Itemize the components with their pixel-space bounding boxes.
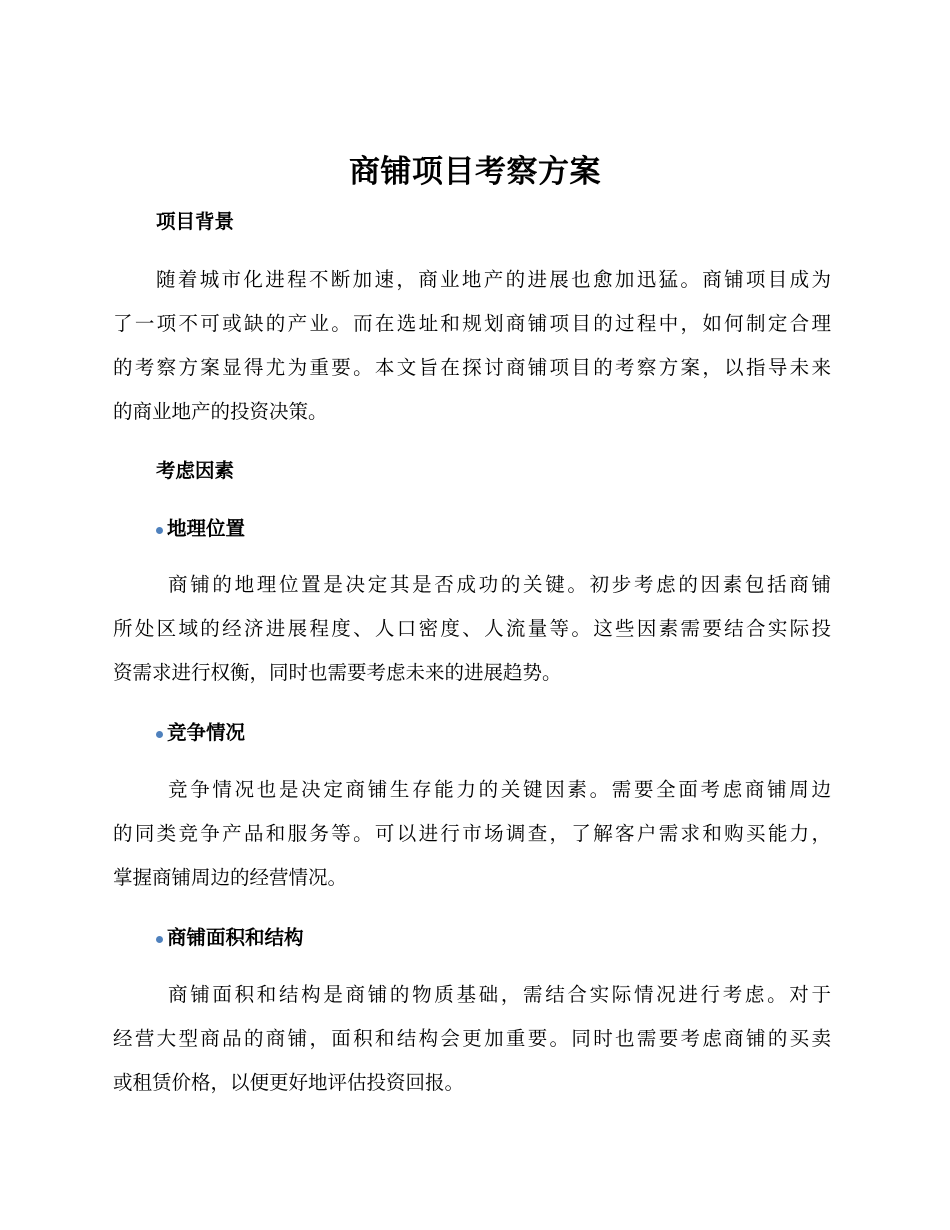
bullet-dot-icon	[156, 936, 163, 943]
paragraph-line: 掌握商铺周边的经营情况。	[113, 866, 348, 889]
competition-paragraph	[113, 768, 831, 900]
background-paragraph	[113, 258, 831, 434]
bullet-dot-icon	[156, 731, 163, 738]
bullet-heading-area-structure	[156, 924, 304, 952]
paragraph-line: 竞争情况也是决定商铺生存能力的关键因素。需要全面考虑商铺周边	[168, 778, 831, 801]
paragraph-line: 经营大型商品的商铺，面积和结构会更加重要。同时也需要考虑商铺的买卖	[113, 1027, 831, 1050]
bullet-dot-icon	[156, 527, 163, 534]
bullet-heading-label: 商铺面积和结构	[167, 926, 304, 949]
paragraph-line: 或租赁价格，以便更好地评估投资回报。	[113, 1071, 465, 1094]
paragraph-line: 随着城市化进程不断加速，商业地产的进展也愈加迅猛。商铺项目成为	[156, 268, 831, 291]
paragraph-line: 资需求进行权衡，同时也需要考虑未来的进展趋势。	[113, 661, 562, 684]
paragraph-line: 的同类竞争产品和服务等。可以进行市场调查，了解客户需求和购买能力，	[113, 822, 831, 845]
document-title: 商铺项目考察方案	[349, 154, 601, 190]
paragraph-line: 所处区域的经济进展程度、人口密度、人流量等。这些因素需要结合实际投	[113, 617, 831, 640]
area-structure-paragraph	[113, 973, 831, 1105]
paragraph-line: 的考察方案显得尤为重要。本文旨在探讨商铺项目的考察方案，以指导未来	[113, 356, 831, 379]
paragraph-line: 的商业地产的投资决策。	[113, 400, 328, 423]
paragraph-line: 了一项不可或缺的产业。而在选址和规划商铺项目的过程中，如何制定合理	[113, 312, 831, 335]
location-paragraph	[113, 563, 831, 695]
section-heading-factors: 考虑因素	[156, 459, 235, 482]
section-heading-background: 项目背景	[156, 210, 235, 233]
bullet-heading-label: 竞争情况	[167, 721, 246, 744]
bullet-heading-competition	[156, 719, 245, 747]
paragraph-line: 商铺的地理位置是决定其是否成功的关键。初步考虑的因素包括商铺	[168, 573, 831, 596]
bullet-heading-location	[156, 515, 245, 543]
paragraph-line: 商铺面积和结构是商铺的物质基础，需结合实际情况进行考虑。对于	[168, 983, 831, 1006]
bullet-heading-label: 地理位置	[167, 517, 246, 540]
